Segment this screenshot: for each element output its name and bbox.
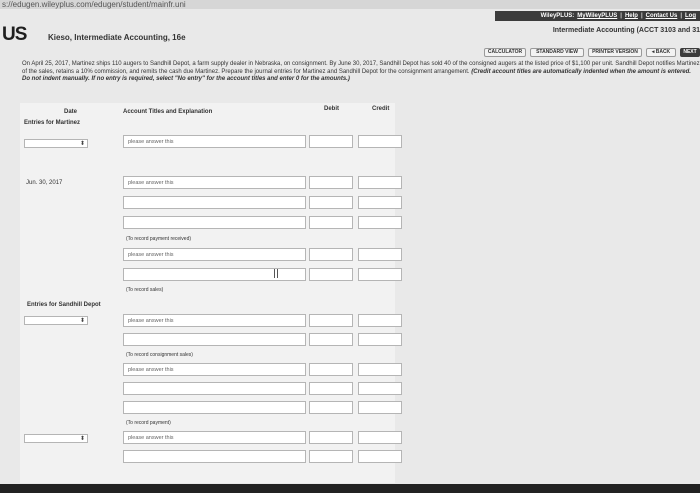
debit-input[interactable] [309,401,353,414]
nav-separator: | [680,13,682,19]
nav-brand: WileyPLUS: [540,13,575,19]
url-text: s://edugen.wileyplus.com/edugen/student/mainfr.uni [2,0,186,9]
credit-input[interactable] [358,196,402,209]
debit-input[interactable] [309,333,353,346]
date-select[interactable] [24,434,88,443]
entry-date: Jun. 30, 2017 [26,180,63,186]
wileyplus-logo: US [2,24,27,45]
nav-link-contact[interactable]: Contact Us [645,13,678,19]
course-title: Kieso, Intermediate Accounting, 16e [48,33,186,42]
calculator-button[interactable]: CALCULATOR [484,48,526,57]
col-header-account: Account Titles and Explanation [123,109,213,115]
assignment-toolbar [484,48,700,57]
taskbar [0,484,700,493]
printer-version-button[interactable]: PRINTER VERSION [588,48,642,57]
nav-separator: | [620,13,622,19]
entry-note: (To record consignment sales) [126,352,193,358]
account-title-input[interactable] [123,450,306,463]
problem-statement [22,61,700,84]
col-header-debit: Debit [324,106,339,112]
nav-link-logout[interactable]: Log [685,13,696,19]
account-title-input[interactable]: please answer this [123,314,306,327]
col-header-credit: Credit [372,106,390,112]
credit-input[interactable] [358,382,402,395]
text-cursor-icon [274,269,278,278]
course-name: Intermediate Accounting (ACCT 3103 and 31 [552,27,700,34]
account-title-input[interactable]: please answer this [123,176,306,189]
nav-link-help[interactable]: Help [624,13,638,19]
debit-input[interactable] [309,248,353,261]
account-title-input[interactable] [123,333,306,346]
entry-note: (To record payment received) [126,236,192,242]
nav-separator: | [640,13,643,19]
top-nav [0,9,700,22]
journal-entry-panel [20,103,395,483]
account-title-input[interactable] [123,382,306,395]
account-title-input[interactable] [123,268,306,281]
credit-input[interactable] [358,176,402,189]
credit-input[interactable] [358,248,402,261]
credit-input[interactable] [358,450,402,463]
standard-view-button[interactable]: STANDARD VIEW [530,48,584,57]
date-select[interactable] [24,139,88,148]
credit-input[interactable] [358,135,402,148]
col-header-date: Date [64,109,78,115]
select-caret-icon: ⬍ [79,436,85,442]
entry-note: (To record sales) [126,287,164,293]
debit-input[interactable] [309,268,353,281]
debit-input[interactable] [309,314,353,327]
credit-input[interactable] [358,216,402,229]
account-title-input[interactable] [123,401,306,414]
entry-note: (To record payment) [126,420,171,426]
date-select[interactable] [24,316,88,325]
debit-input[interactable] [309,135,353,148]
account-title-input[interactable]: please answer this [123,248,306,261]
next-button[interactable]: NEXT [680,48,700,57]
browser-url-bar[interactable] [0,0,700,9]
problem-text: On April 25, 2017, Martinez ships 110 augers to Sandhill Depot, a farm supply dealer in Nebraska, on consignment. By June 30, 2017, Sandhill Depot has sold 40 of the consigned augers at the listed price of $1,100 per unit. Sandhill Depot notifies Martinez of the sales, retains a 10% commission, and remits the cash due Martinez. Prepare the journal entries for Martinez and Sandhill Depot for the consignment arrangement. [22,61,700,75]
debit-input[interactable] [309,176,353,189]
account-title-input[interactable]: please answer this [123,135,306,148]
account-title-input[interactable] [123,196,306,209]
credit-input[interactable] [358,431,402,444]
credit-input[interactable] [358,333,402,346]
account-title-input[interactable]: please answer this [123,363,306,376]
credit-input[interactable] [358,363,402,376]
debit-input[interactable] [309,431,353,444]
section-martinez: Entries for Martinez [24,120,81,126]
account-title-input[interactable]: please answer this [123,431,306,444]
credit-input[interactable] [358,401,402,414]
select-caret-icon: ⬍ [79,141,85,147]
section-sandhill: Entries for Sandhill Depot [27,302,101,308]
nav-link-mywileyplus[interactable]: MyWileyPLUS [577,13,618,19]
debit-input[interactable] [309,363,353,376]
credit-input[interactable] [358,314,402,327]
debit-input[interactable] [309,216,353,229]
problem-instruction: (Credit account titles are automatically indented when the amount is entered. Do not indent manually. If no entry is required, select "No entry" for the account titles and enter 0 for the amounts.) [22,68,691,82]
back-button[interactable]: ◂ BACK [646,48,676,57]
account-title-input[interactable] [123,216,306,229]
debit-input[interactable] [309,196,353,209]
credit-input[interactable] [358,268,402,281]
wileyplus-nav-bar [495,11,700,21]
debit-input[interactable] [309,382,353,395]
debit-input[interactable] [309,450,353,463]
select-caret-icon: ⬍ [79,318,85,324]
